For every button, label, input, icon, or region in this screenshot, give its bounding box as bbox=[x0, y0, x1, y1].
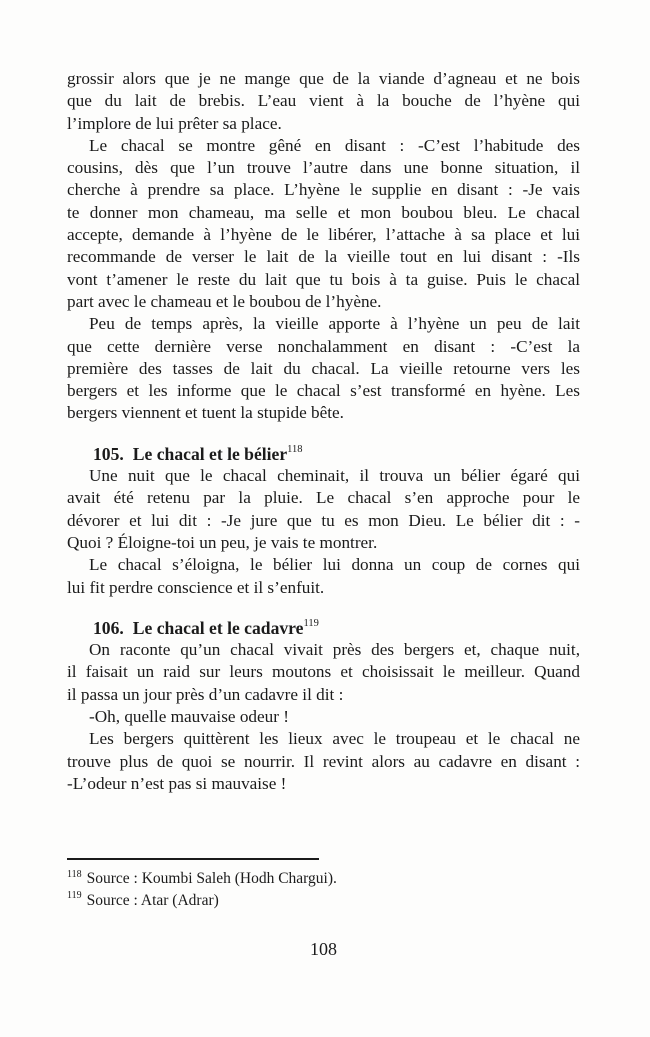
footnote bbox=[67, 890, 580, 912]
paragraph bbox=[67, 313, 580, 424]
footnote-text: Source : Koumbi Saleh (Hodh Chargui). bbox=[86, 870, 337, 887]
section-number: 105. bbox=[93, 443, 124, 464]
text-line: Les bergers quittèrent les lieux avec le troupeau et le chacal ne bbox=[89, 729, 580, 749]
text-line: Une nuit que le chacal cheminait, il trouva un bélier égaré qui bbox=[89, 466, 580, 486]
text-line: -L’odeur n’est pas si mauvaise ! bbox=[67, 773, 287, 793]
text-line: lui fit perdre conscience et il s’enfuit. bbox=[67, 577, 325, 597]
paragraph bbox=[67, 728, 580, 795]
paragraph bbox=[67, 68, 580, 135]
text-line: l’implore de lui prêter sa place. bbox=[67, 113, 282, 133]
text-line: bergers viennent et tuent la stupide bête. bbox=[67, 403, 344, 423]
section-heading bbox=[67, 443, 580, 465]
section-number: 106. bbox=[93, 617, 124, 638]
paragraph bbox=[67, 135, 580, 313]
text-line: Peu de temps après, la vieille apporte à l’hyène un peu de lait bbox=[89, 314, 580, 334]
footnote bbox=[67, 868, 580, 890]
text-line: Le chacal s’éloigna, le bélier lui donna un coup de cornes qui bbox=[89, 555, 580, 575]
text-line: -Oh, quelle mauvaise odeur ! bbox=[89, 707, 289, 727]
text-line: cousins, dès que l’un trouve l’autre dans une bonne situation, il bbox=[67, 158, 580, 178]
text-line: Le chacal se montre gêné en disant : -C’est l’habitude des bbox=[89, 135, 580, 155]
footnote-list bbox=[67, 868, 580, 911]
text-line: dévorer et lui dit : -Je jure que tu es mon Dieu. Le bélier dit : - bbox=[67, 510, 580, 530]
section-heading bbox=[67, 617, 580, 639]
text-line: il passa un jour près d’un cadavre il dit : bbox=[67, 684, 344, 704]
page-body bbox=[67, 68, 580, 795]
text-line: cherche à prendre sa place. L’hyène le supplie en disant : -Je vais bbox=[67, 180, 580, 200]
paragraph bbox=[67, 639, 580, 706]
paragraph bbox=[67, 465, 580, 554]
footnote-reference: 119 bbox=[303, 617, 319, 629]
text-line: avait été retenu par la pluie. Le chacal s’en approche pour le bbox=[67, 488, 580, 508]
text-line: bergers et les informe que le chacal s’est transformé en hyène. Les bbox=[67, 381, 580, 401]
text-line: Quoi ? Éloigne-toi un peu, je vais te montrer. bbox=[67, 532, 378, 552]
footnote-area bbox=[67, 858, 580, 911]
text-line: recommande de verser le lait de la vieille tout en lui disant : -Ils bbox=[67, 247, 580, 267]
page-number: 108 bbox=[310, 939, 337, 959]
text-line: grossir alors que je ne mange que de la viande d’agneau et ne bois bbox=[67, 69, 580, 88]
text-line: On raconte qu’un chacal vivait près des bergers et, chaque nuit, bbox=[89, 640, 580, 660]
footnote-reference: 118 bbox=[287, 443, 303, 455]
text-line: vont t’amener le reste du lait que tu bois à ta guise. Puis le chacal bbox=[67, 269, 580, 289]
footnote-text: Source : Atar (Adrar) bbox=[86, 891, 219, 909]
text-line: trouve plus de quoi se nourrir. Il revint alors au cadavre en disant : bbox=[67, 751, 580, 771]
footnote-number: 119 bbox=[67, 890, 82, 902]
footnote-separator bbox=[67, 858, 319, 860]
section-title: Le chacal et le cadavre bbox=[132, 617, 304, 638]
text-line: que cette dernière verse nonchalamment en disant : -C’est la bbox=[67, 336, 580, 356]
text-line: part avec le chameau et le boubou de l’hyène. bbox=[67, 291, 382, 311]
paragraph bbox=[67, 554, 580, 599]
footnote-number: 118 bbox=[67, 868, 82, 880]
text-line: que du lait de brebis. L’eau vient à la bouche de l’hyène qui bbox=[67, 91, 580, 111]
text-line: il faisait un raid sur leurs moutons et choisissait le meilleur. Quand bbox=[67, 662, 580, 682]
text-line: première des tasses de lait du chacal. La vieille retourne vers les bbox=[67, 358, 580, 378]
text-line: accepte, demande à l’hyène de le libérer, l’attache à sa place et lui bbox=[67, 225, 580, 245]
section-title: Le chacal et le bélier bbox=[132, 443, 288, 464]
paragraph bbox=[67, 706, 580, 728]
text-line: te donner mon chameau, ma selle et mon boubou bleu. Le chacal bbox=[67, 202, 580, 222]
